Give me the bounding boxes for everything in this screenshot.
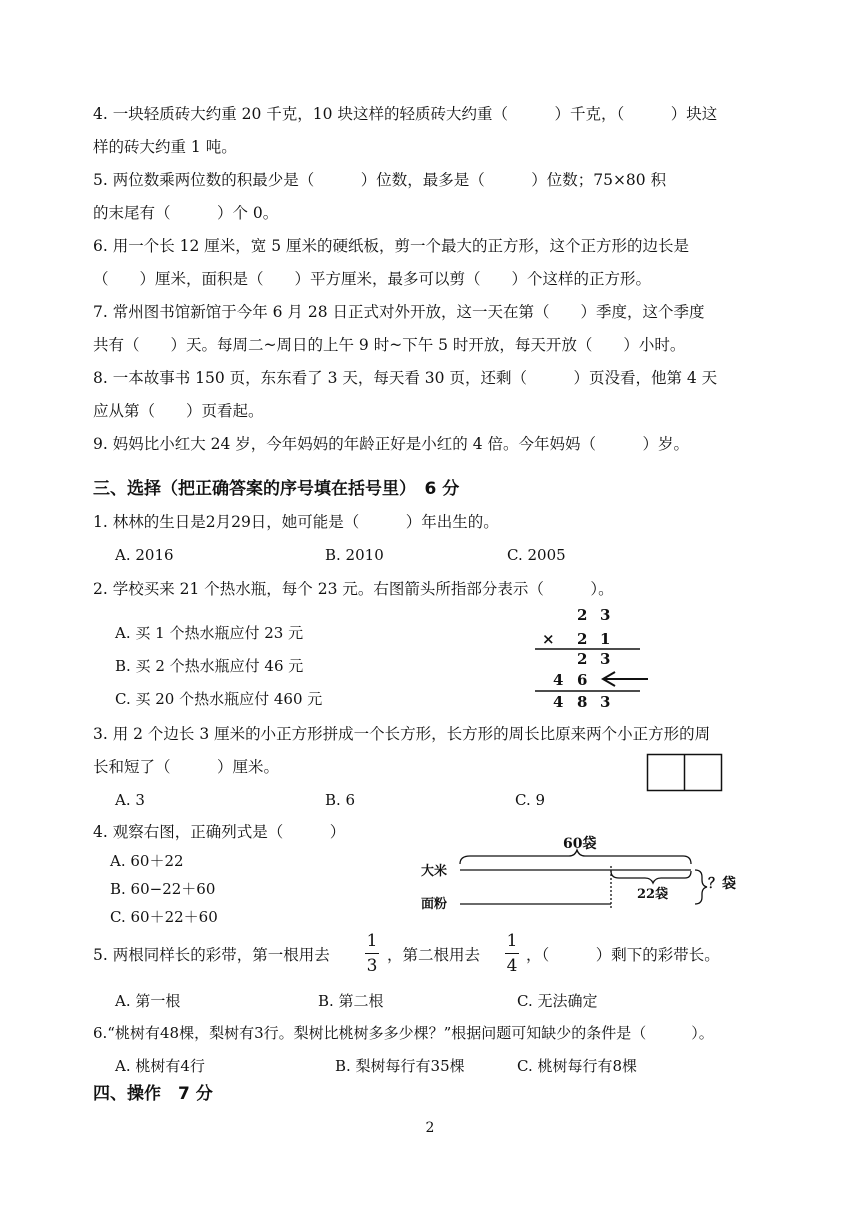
calc-r1-tens: 2 (577, 606, 588, 624)
diagram-rice-label: 大米 (421, 864, 448, 879)
calc-r2-ones: 1 (600, 630, 611, 648)
q4-line2: 样的砖大约重 1 吨。 (93, 138, 237, 156)
s3-q3-line2: 长和短了（ ）厘米。 (93, 758, 280, 776)
s3-q5-part1: 5. 两根同样长的彩带，第一根用去 (93, 946, 330, 964)
fraction-denominator: 4 (506, 956, 518, 976)
calc-r5-hundreds: 4 (553, 693, 564, 711)
s3-q1-option-c: C. 2005 (507, 546, 566, 564)
s3-q3-option-c: C. 9 (515, 791, 546, 809)
s3-q2-text: 2. 学校买来 21 个热水瓶，每个 23 元。右图箭头所指部分表示（ ）。 (93, 580, 614, 598)
fraction-one-third (364, 931, 380, 976)
calc-r2-tens: 2 (577, 630, 588, 648)
s3-q1-option-a: A. 2016 (115, 546, 174, 564)
calc-r1-ones: 3 (600, 606, 611, 624)
s3-q2-vertical-multiplication (520, 600, 660, 715)
s3-q3-option-a: A. 3 (115, 791, 145, 809)
s3-q1-option-b: B. 2010 (325, 546, 384, 564)
fraction-bar (505, 953, 519, 954)
q6-line2: （ ）厘米，面积是（ ）平方厘米，最多可以剪（ ）个这样的正方形。 (93, 270, 652, 288)
s3-q1-text: 1. 林林的生日是2月29日，她可能是（ ）年出生的。 (93, 513, 499, 531)
s3-q5-option-a: A. 第一根 (115, 992, 181, 1010)
fraction-one-quarter (504, 931, 520, 976)
right-brace (695, 870, 707, 904)
section3-title: 三、选择（把正确答案的序号填在括号里） 6 分 (93, 479, 460, 499)
fraction-numerator: 1 (506, 931, 518, 951)
diagram-diff-label: 22袋 (637, 887, 669, 902)
q4-line1: 4. 一块轻质砖大约重 20 千克，10 块这样的轻质砖大约重（ ）千克，（ ）块这 (93, 105, 718, 123)
arrow-left-icon (603, 672, 648, 686)
s3-q2-option-b: B. 买 2 个热水瓶应付 46 元 (115, 657, 304, 675)
s3-q3-option-b: B. 6 (325, 791, 356, 809)
q5-line2: 的末尾有（ ）个 0。 (93, 204, 279, 222)
fraction-bar (365, 953, 379, 954)
q6-line1: 6. 用一个长 12 厘米，宽 5 厘米的硬纸板，剪一个最大的正方形，这个正方形的边长是 (93, 237, 690, 255)
s3-q3-two-squares-figure (646, 753, 726, 793)
calc-r5-tens: 8 (577, 693, 588, 711)
fraction-numerator: 1 (366, 931, 378, 951)
s3-q6-option-b: B. 梨树每行有35棵 (335, 1057, 465, 1075)
q7-line1: 7. 常州图书馆新馆于今年 6 月 28 日正式对外开放，这一天在第（ ）季度，这个季度 (93, 303, 705, 321)
s3-q4-text: 4. 观察右图，正确列式是（ ） (93, 823, 346, 841)
s3-q5-option-c: C. 无法确定 (517, 992, 598, 1010)
q9-line1: 9. 妈妈比小红大 24 岁，今年妈妈的年龄正好是小红的 4 倍。今年妈妈（ ）岁。 (93, 435, 690, 453)
q5-line1: 5. 两位数乘两位数的积最少是（ ）位数，最多是（ ）位数；75×80 积 (93, 171, 667, 189)
fraction-denominator: 3 (366, 956, 378, 976)
s3-q5-part3: ，（ ）剩下的彩带长。 (526, 946, 720, 964)
s3-q3-line1: 3. 用 2 个边长 3 厘米的小正方形拼成一个长方形，长方形的周长比原来两个小正方形的周 (93, 725, 711, 743)
s3-q6-option-c: C. 桃树每行有8棵 (517, 1057, 638, 1075)
s3-q4-segment-diagram (415, 828, 760, 918)
s3-q2-option-a: A. 买 1 个热水瓶应付 23 元 (115, 624, 304, 642)
s3-q5-part2: ，第二根用去 (387, 946, 481, 964)
diagram-flour-label: 面粉 (421, 897, 448, 912)
calc-r4-hundreds: 4 (553, 671, 564, 689)
q8-line2: 应从第（ ）页看起。 (93, 402, 264, 420)
q7-line2: 共有（ ）天。每周二~周日的上午 9 时~下午 5 时开放，每天开放（ ）小时。 (93, 336, 686, 354)
calc-r3-ones: 3 (600, 650, 611, 668)
calc-r4-tens: 6 (577, 671, 588, 689)
s3-q5-option-b: B. 第二根 (318, 992, 384, 1010)
s3-q6-option-a: A. 桃树有4行 (115, 1057, 205, 1075)
diff-brace (611, 871, 691, 883)
s3-q2-option-c: C. 买 20 个热水瓶应付 460 元 (115, 690, 323, 708)
s3-q4-option-b: B. 60−22＋60 (110, 880, 216, 898)
q8-line1: 8. 一本故事书 150 页，东东看了 3 天，每天看 30 页，还剩（ ）页没看，他第 4 天 (93, 369, 718, 387)
s3-q6-text: 6.“桃树有48棵，梨树有3行。梨树比桃树多多少棵？”根据问题可知缺少的条件是（ ）。 (93, 1024, 714, 1042)
calc-r3-tens: 2 (577, 650, 588, 668)
calc-r5-ones: 3 (600, 693, 611, 711)
calc-op-times: × (542, 630, 555, 648)
section4-title: 四、操作 7 分 (93, 1084, 213, 1104)
diagram-question-label: ？袋 (708, 876, 736, 892)
s3-q4-option-a: A. 60＋22 (110, 852, 184, 870)
s3-q4-option-c: C. 60＋22＋60 (110, 908, 218, 926)
page-number: 2 (425, 1120, 435, 1136)
diagram-top-label: 60袋 (563, 836, 597, 852)
top-brace (460, 850, 691, 864)
